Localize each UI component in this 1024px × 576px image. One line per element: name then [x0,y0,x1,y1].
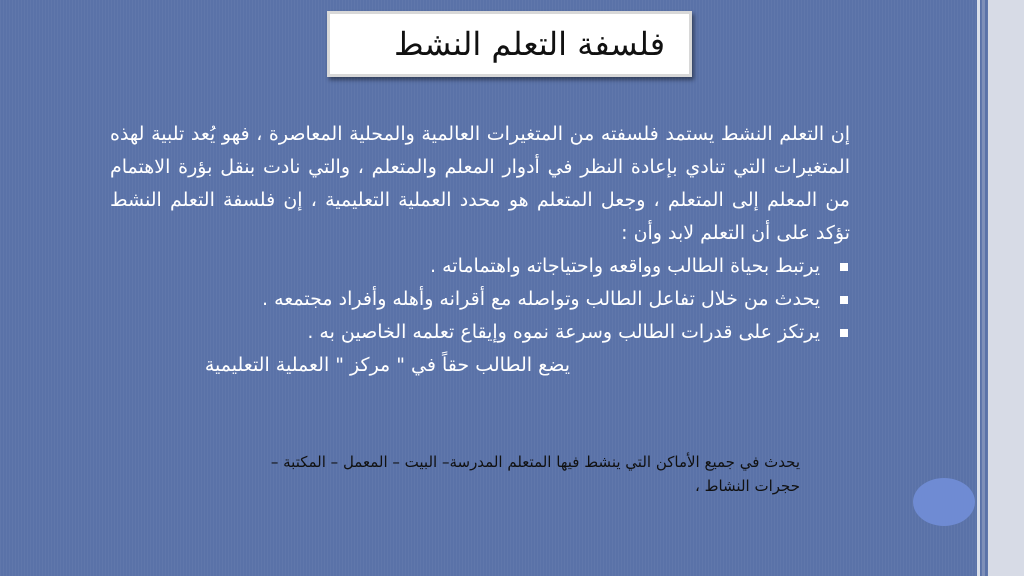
bottom-note [190,450,800,498]
right-stripe-dark [982,0,985,576]
conclusion-line: يضع الطالب حقاً في " مركز " العملية التعليمية [204,354,570,376]
bullet-item: يرتبط بحياة الطالب وواقعه واحتياجاته واهتماماته . [110,250,850,283]
decorative-circle [913,478,975,526]
right-border-bar [988,0,1024,576]
bullet-list [110,250,850,349]
right-stripe-light [977,0,980,576]
bullet-item: يحدث من خلال تفاعل الطالب وتواصله مع أقرانه وأهله وأفراد مجتمعه . [110,283,850,316]
bullet-item: يرتكز على قدرات الطالب وسرعة نموه وإيقاع تعلمه الخاصين به . [110,316,850,349]
square-bullet-icon [840,263,848,271]
slide-title: فلسفة التعلم النشط [394,25,665,63]
intro-paragraph: إن التعلم النشط يستمد فلسفته من المتغيرات العالمية والمحلية المعاصرة ، فهو يُعد تلبية لهذه المتغيرات التي تنادي بإعادة النظر في أدوار المعلم والمتعلم ، والتي نادت بنقل بؤرة الاهتمام من المعلم إلى المتعلم ، وجعل المتعلم هو محدد العملية التعليمية ، إن فلسفة التعلم النشط تؤكد على أن التعلم لابد وأن : [110,123,850,244]
main-text-block [110,118,850,382]
square-bullet-icon [840,296,848,304]
title-box [327,11,692,77]
bottom-note-line-2: حجرات النشاط ، [695,477,800,495]
square-bullet-icon [840,329,848,337]
bottom-note-line-1: يحدث في جميع الأماكن التي ينشط فيها المتعلم المدرسة– البيت – المعمل – المكتبة – [270,453,800,471]
